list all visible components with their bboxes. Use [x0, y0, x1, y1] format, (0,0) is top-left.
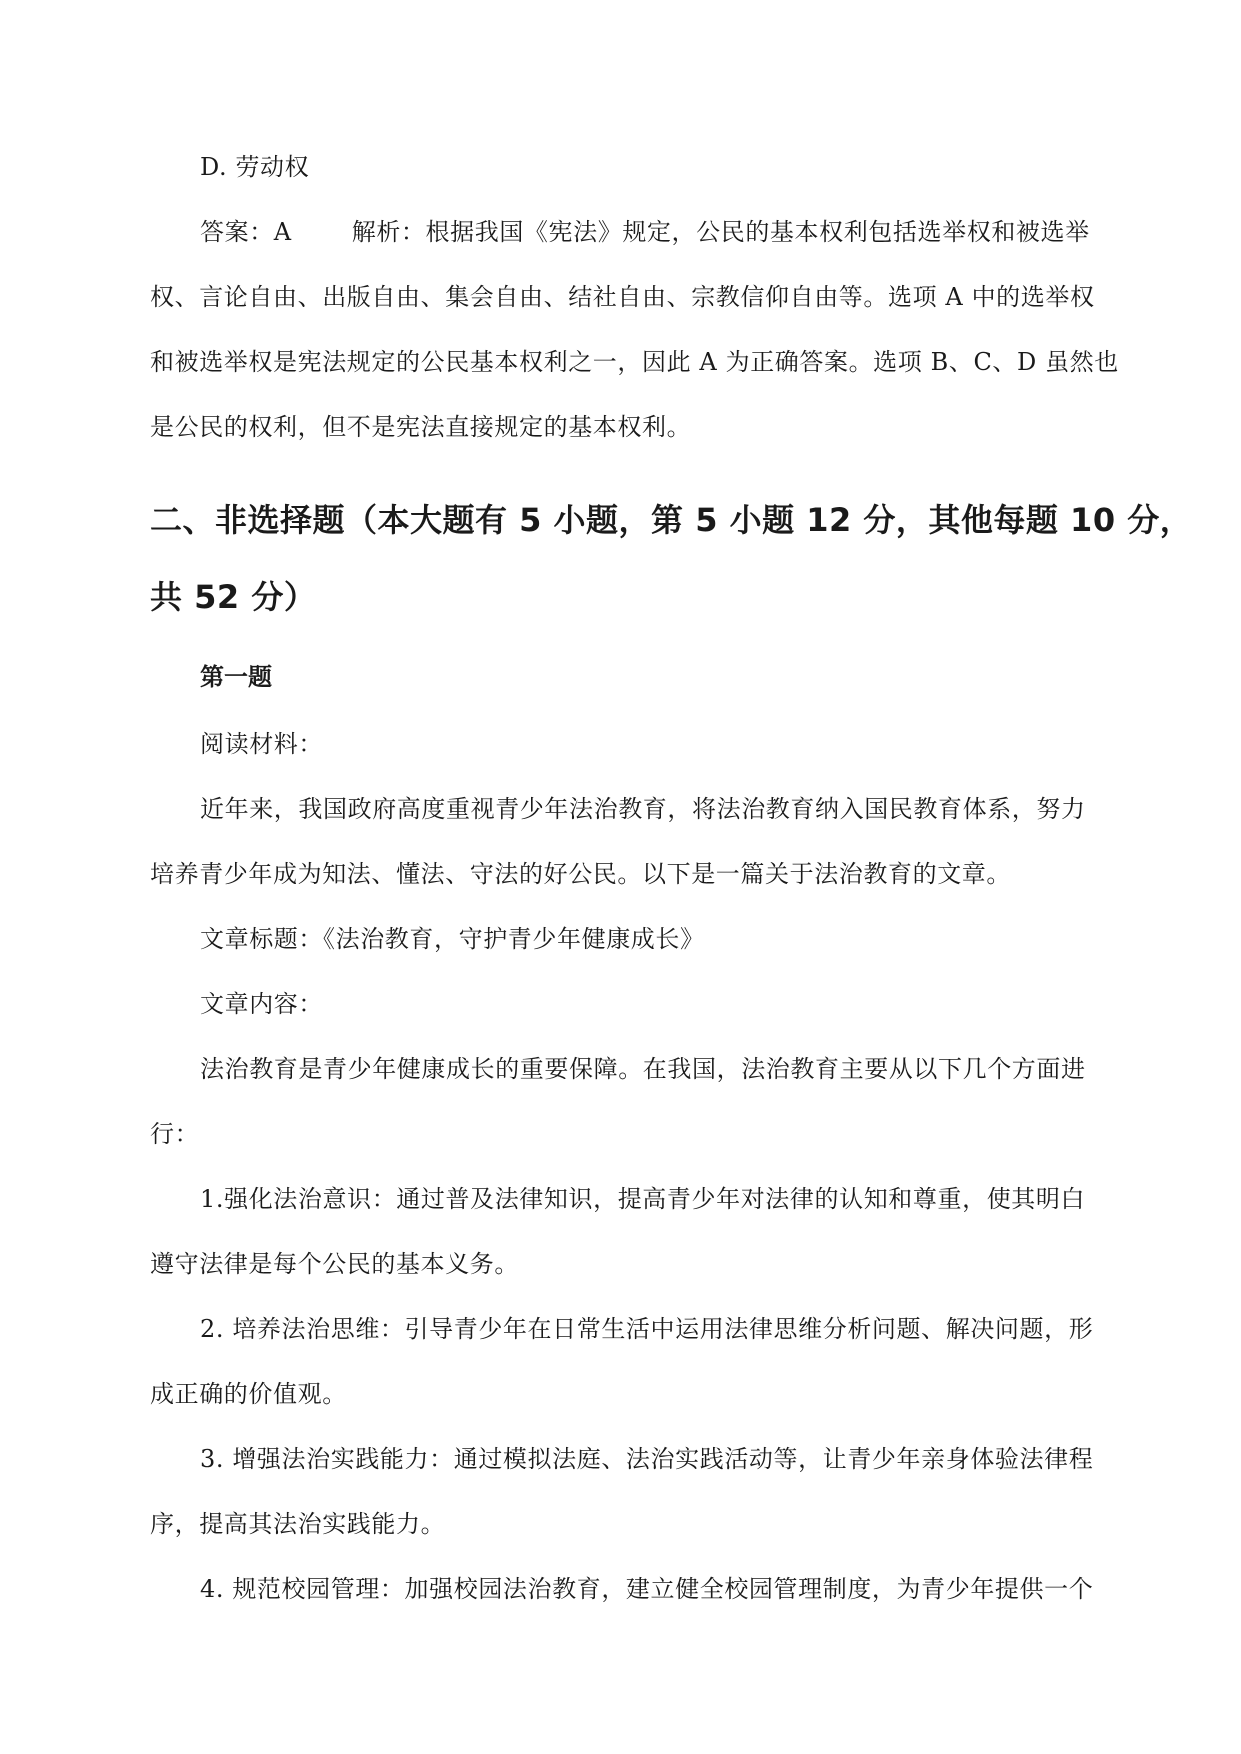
question-title: 第一题	[200, 663, 272, 691]
section-title-line1: 二、非选择题（本大题有 5 小题，第 5 小题 12 分，其他每题 10 分，	[150, 501, 1193, 539]
list-item-3-line1: 3. 增强法治实践能力：通过模拟法庭、法治实践活动等，让青少年亲身体验法律程	[200, 1445, 1094, 1473]
article-title: 文章标题：《法治教育，守护青少年健康成长》	[200, 925, 705, 953]
list-item-2-line1: 2. 培养法治思维：引导青少年在日常生活中运用法律思维分析问题、解决问题，形	[200, 1315, 1094, 1343]
list-item-1-line2: 遵守法律是每个公民的基本义务。	[150, 1250, 519, 1278]
list-item-1-line1: 1.强化法治意识：通过普及法律知识，提高青少年对法律的认知和尊重，使其明白	[200, 1185, 1086, 1213]
analysis-text-line3: 和被选举权是宪法规定的公民基本权利之一，因此 A 为正确答案。选项 B、C、D 虽然也	[150, 348, 1119, 376]
analysis-text-line2: 权、言论自由、出版自由、集会自由、结社自由、宗教信仰自由等。选项 A 中的选举权	[150, 283, 1095, 311]
answer-line	[200, 215, 1090, 249]
paragraph2-line1: 法治教育是青少年健康成长的重要保障。在我国，法治教育主要从以下几个方面进	[200, 1055, 1086, 1083]
article-content-label: 文章内容：	[200, 990, 323, 1018]
list-item-3-line2: 序，提高其法治实践能力。	[150, 1510, 446, 1538]
list-item-2-line2: 成正确的价值观。	[150, 1380, 347, 1408]
analysis-text-line4: 是公民的权利，但不是宪法直接规定的基本权利。	[150, 413, 692, 441]
answer-label: 答案：A	[200, 218, 292, 246]
reading-intro: 阅读材料：	[200, 730, 323, 758]
list-item-4-line1: 4. 规范校园管理：加强校园法治教育，建立健全校园管理制度，为青少年提供一个	[200, 1575, 1094, 1603]
analysis-text-line1: 解析：根据我国《宪法》规定，公民的基本权利包括选举权和被选举	[351, 218, 1090, 246]
paragraph1-line2: 培养青少年成为知法、懂法、守法的好公民。以下是一篇关于法治教育的文章。	[150, 860, 1011, 888]
paragraph2-line2: 行：	[150, 1120, 200, 1148]
option-d: D. 劳动权	[200, 153, 310, 181]
section-title-line2: 共 52 分）	[150, 578, 317, 616]
paragraph1-line1: 近年来，我国政府高度重视青少年法治教育，将法治教育纳入国民教育体系，努力	[200, 795, 1086, 823]
